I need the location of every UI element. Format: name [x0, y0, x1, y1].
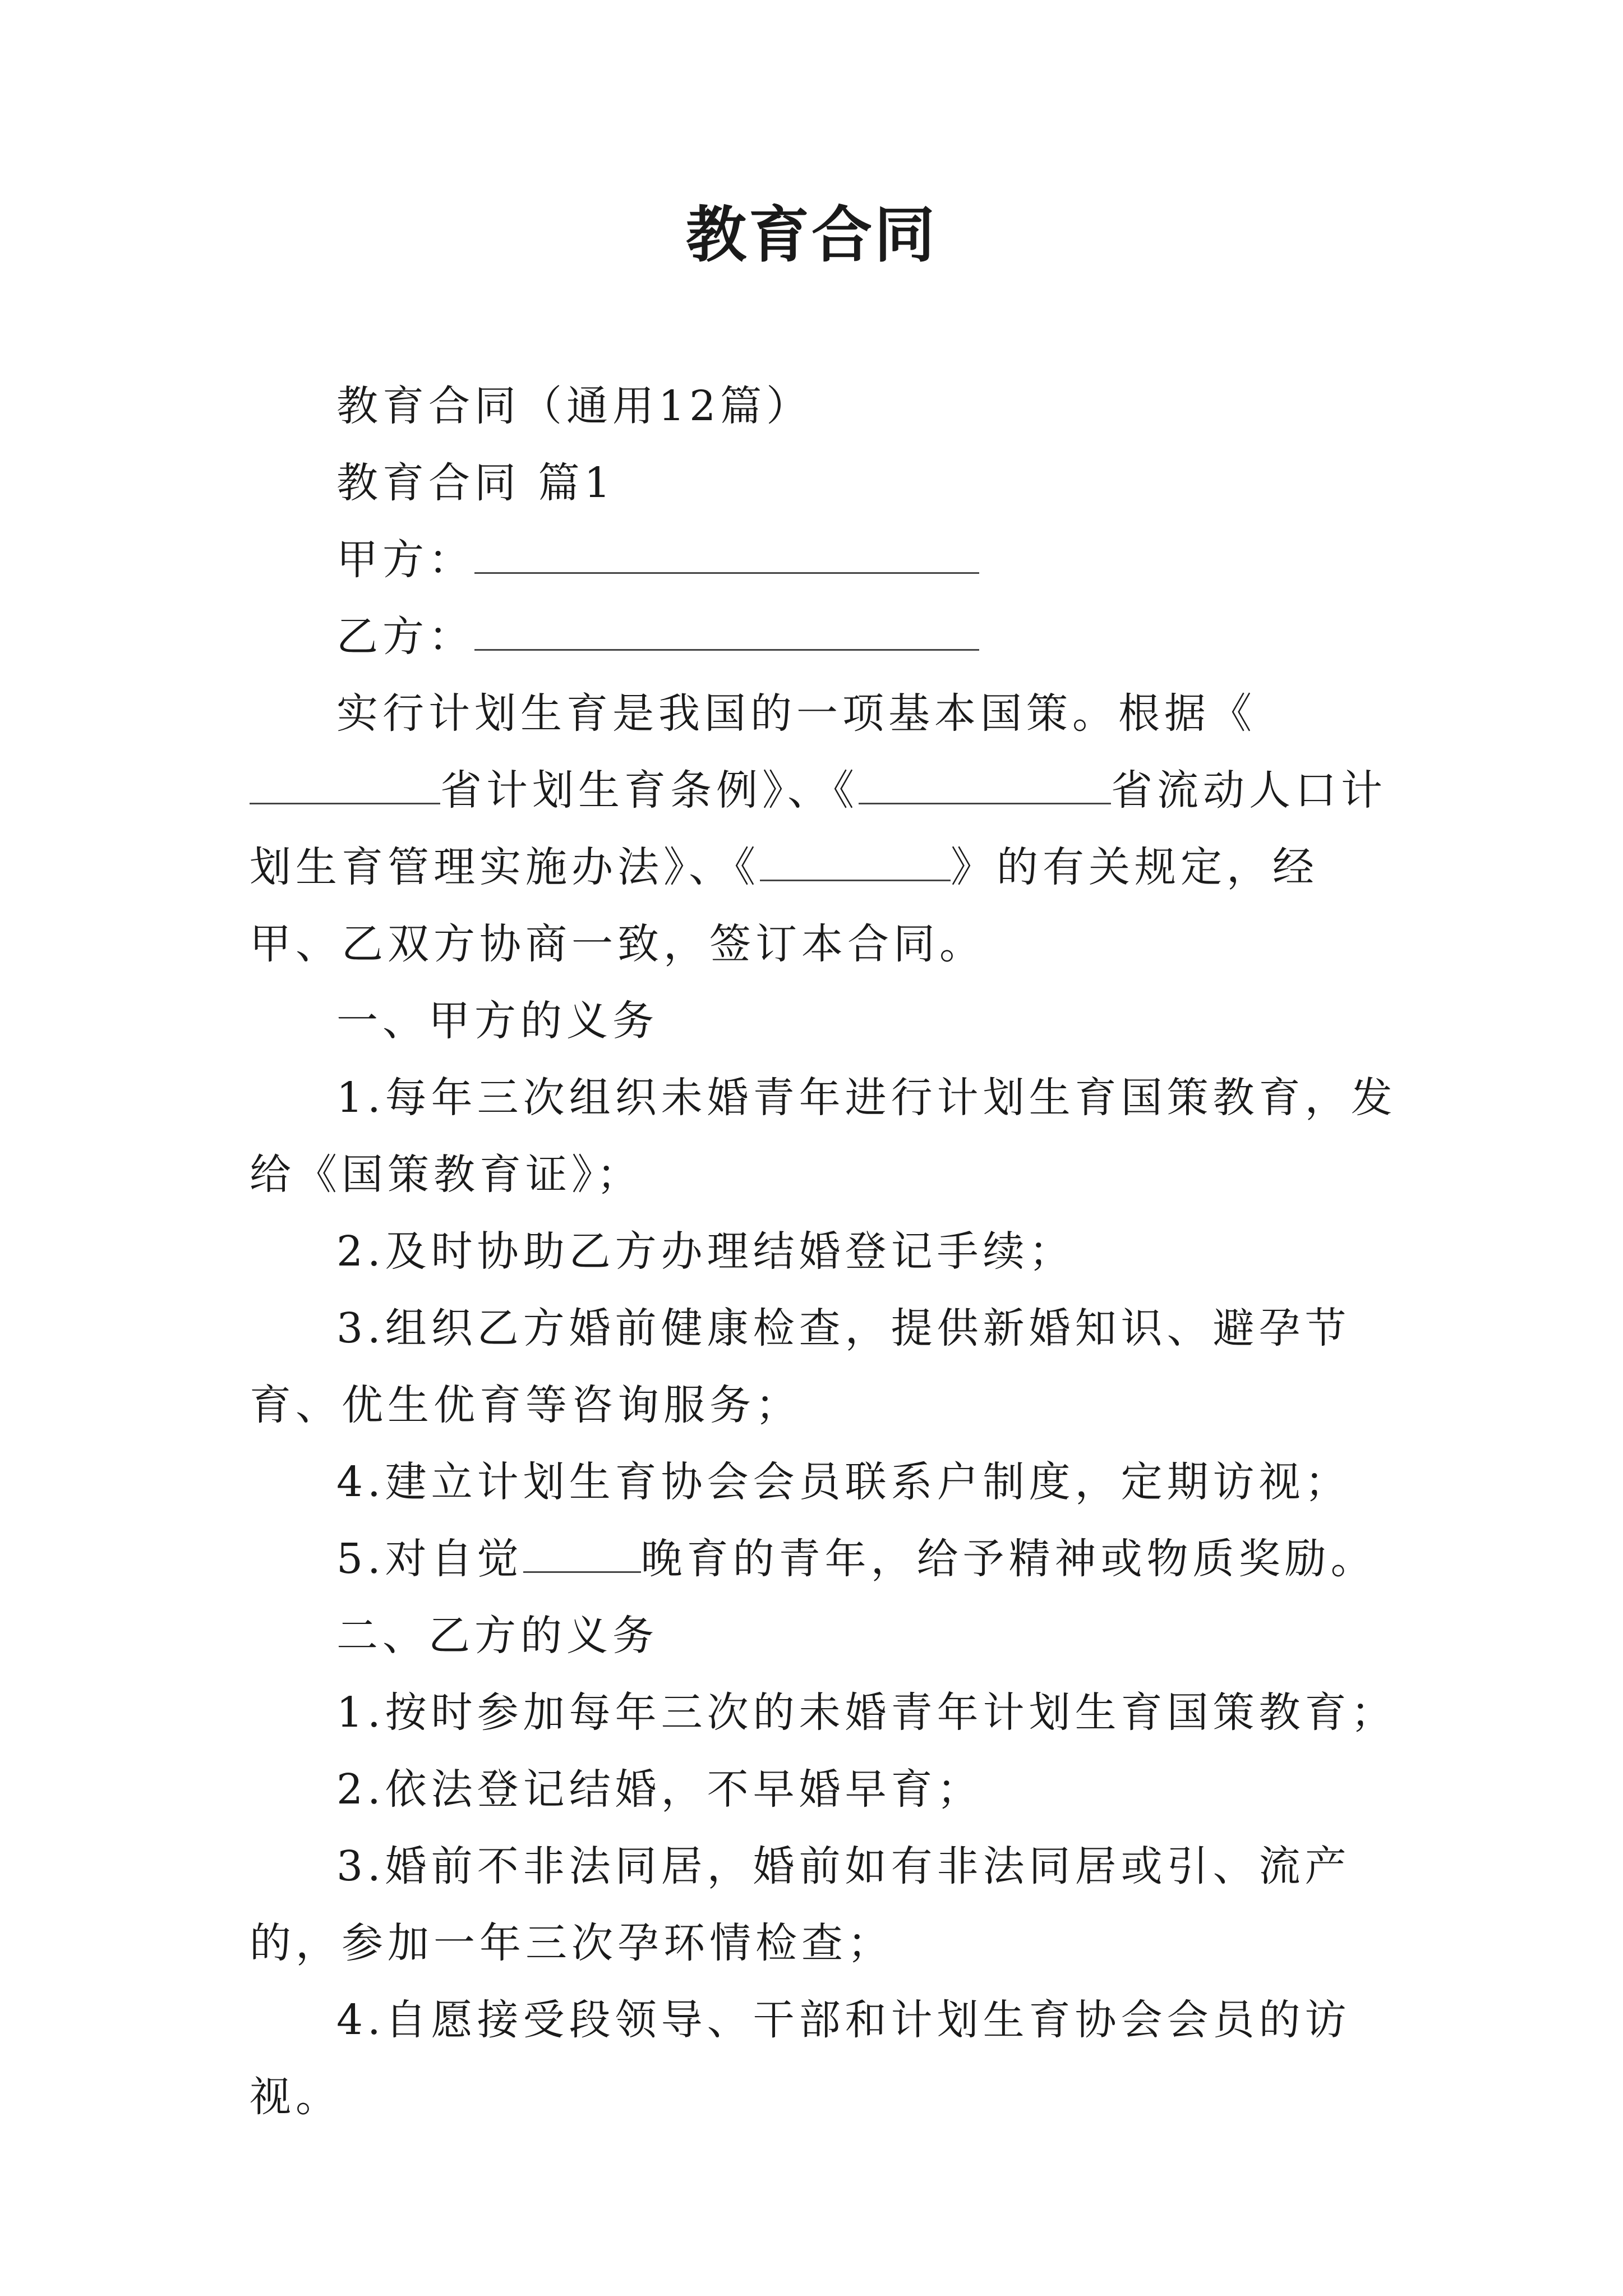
party-b-label: 乙方： — [336, 613, 474, 661]
section-heading: 教育合同 篇1 — [336, 459, 615, 507]
section1-item-3: 3.组织乙方婚前健康检查，提供新婚知识、避孕节育、优生优育等咨询服务； — [250, 1304, 1351, 1429]
intro-part-4: 》的有关规定，经甲、乙双方协商一致，签订本合同。 — [250, 843, 1318, 968]
section1-item-5 — [250, 1521, 1399, 1598]
party-b-line — [250, 599, 1399, 675]
document-title: 教育合同 — [685, 200, 937, 270]
section2-heading: 二、乙方的义务 — [336, 1612, 658, 1660]
section2-item-4: 4.自愿接受段领导、干部和计划生育协会会员的访视。 — [250, 1996, 1351, 2121]
section1-heading: 一、甲方的义务 — [336, 997, 658, 1045]
regulation-blank — [760, 840, 951, 881]
section2-item-1: 1.按时参加每年三次的未婚青年计划生育国策教育； — [336, 1688, 1397, 1737]
section1-item-2: 2.及时协助乙方办理结婚登记手续； — [336, 1227, 1075, 1276]
party-a-blank — [474, 533, 979, 574]
document-body — [250, 368, 1399, 2136]
party-b-blank — [474, 610, 979, 651]
subtitle: 教育合同（通用12篇） — [336, 382, 813, 430]
province-blank-2 — [859, 763, 1111, 804]
party-a-line — [250, 522, 1399, 599]
province-blank-1 — [250, 763, 440, 804]
party-a-label: 甲方： — [336, 536, 474, 584]
intro-part-2: 省计划生育条例》、《 — [440, 766, 859, 815]
intro-part-3: 省流动人口计划生育管理实施办法》、《 — [250, 766, 1387, 891]
section2-item-3: 3.婚前不非法同居，婚前如有非法同居或引、流产的，参加一年三次孕环情检查； — [250, 1842, 1351, 1967]
section1-item-4: 4.建立计划生育协会会员联系户制度，定期访视； — [336, 1458, 1351, 1506]
section1-item-1: 1.每年三次组织未婚青年进行计划生育国策教育，发给《国策教育证》； — [250, 1074, 1397, 1199]
item5-blank — [523, 1532, 641, 1573]
intro-part-1: 实行计划生育是我国的一项基本国策。根据《 — [336, 689, 1256, 738]
item5-part-1: 5.对自觉 — [336, 1535, 523, 1583]
item5-part-2: 晚育的青年，给予精神或物质奖励。 — [640, 1535, 1377, 1583]
intro-paragraph — [250, 675, 1399, 983]
section2-item-2: 2.依法登记结婚，不早婚早育； — [336, 1765, 983, 1814]
